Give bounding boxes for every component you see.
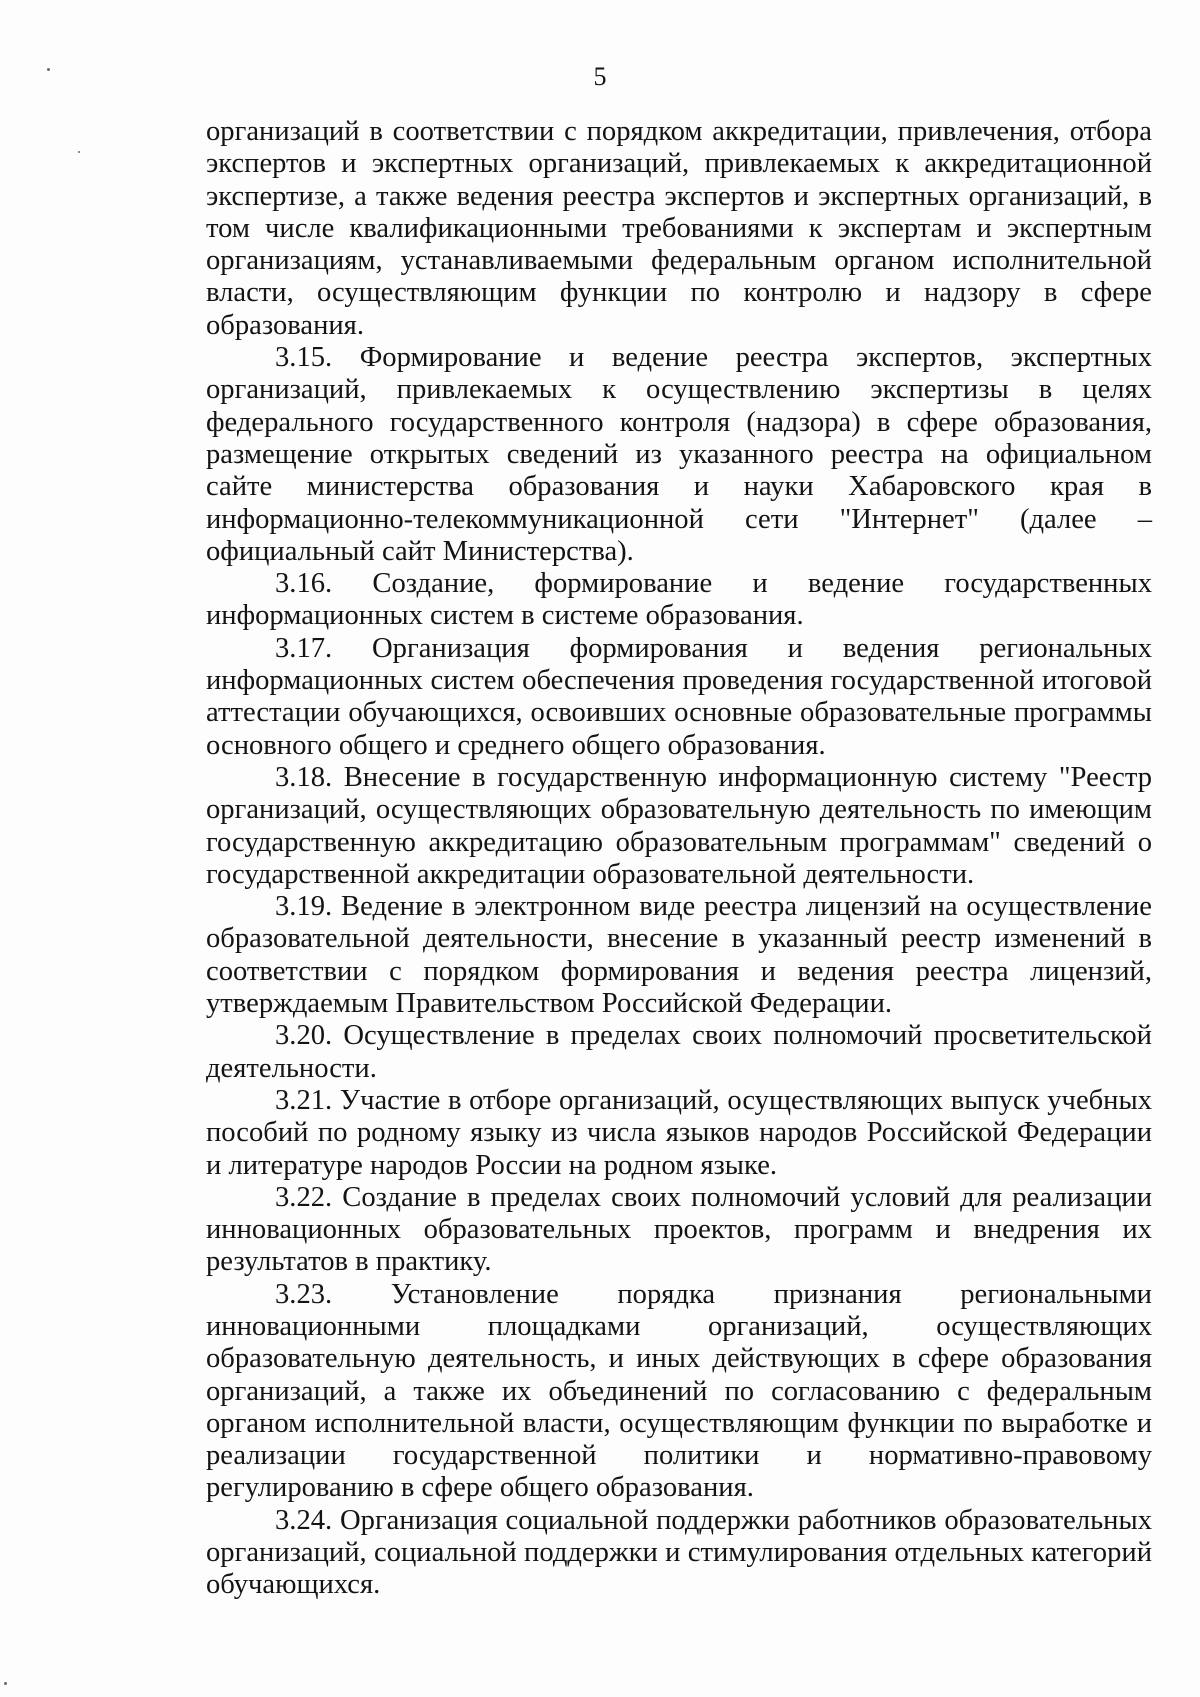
scan-speck [78, 151, 80, 153]
paragraph-3-15: 3.15. Формирование и ведение реестра экспертов, экспертных организаций, привлекаемых к осуществлению экспертизы в целях федерального государственного контроля (надзора) в сфере образования, размещение открытых сведений из указанного реестра на официальном сайте министерства образования и науки Хабаровского края в информационно-телекоммуникационной сети "Интернет" (далее – официальный сайт Министерства). [206, 342, 1152, 567]
paragraph-3-17: 3.17. Организация формирования и ведения региональных информационных систем обеспечения проведения государственной итоговой аттестации обучающихся, освоивших основные образовательные программы основного общего и среднего общего образования. [206, 632, 1152, 761]
paragraph-3-24: 3.24. Организация социальной поддержки работников образовательных организаций, социальной поддержки и стимулирования отдельных категорий обучающихся. [206, 1504, 1152, 1601]
paragraph-3-23: 3.23. Установление порядка признания региональными инновационными площадками организаций, осуществляющих образовательную деятельность, и иных действующих в сфере образования организаций, а также их объединений по согласованию с федеральным органом исполнительной власти, осуществляющим функции по выработке и реализации государственной политики и нормативно-правовому регулированию в сфере общего образования. [206, 1278, 1152, 1504]
document-body [206, 116, 1152, 1602]
paragraph-3-18: 3.18. Внесение в государственную информационную систему "Реестр организаций, осуществляющих образовательную деятельность по имеющим государственную аккредитацию образовательным программам" сведений о государственной аккредитации образовательной деятельности. [206, 761, 1152, 890]
paragraph-3-16: 3.16. Создание, формирование и ведение государственных информационных систем в системе образования. [206, 568, 1152, 632]
paragraph-3-20: 3.20. Осуществление в пределах своих полномочий просветительской деятельности. [206, 1020, 1152, 1084]
scan-speck [4, 1682, 7, 1685]
paragraph-3-21: 3.21. Участие в отборе организаций, осуществляющих выпуск учебных пособий по родному языку из числа языков народов Российской Федерации и литературе народов России на родном языке. [206, 1084, 1152, 1181]
page-number: 5 [593, 62, 607, 91]
paragraph-3-19: 3.19. Ведение в электронном виде реестра лицензий на осуществление образовательной деятельности, внесение в указанный реестр изменений в соответствии с порядком формирования и ведения реестра лицензий, утверждаемым Правительством Российской Федерации. [206, 891, 1152, 1020]
paragraph-continuation: организаций в соответствии с порядком аккредитации, привлечения, отбора экспертов и экспертных организаций, привлекаемых к аккредитационной экспертизе, а также ведения реестра экспертов и экспертных организаций, в том числе квалификационными требованиями к экспертам и экспертным организациям, устанавливаемыми федеральным органом исполнительной власти, осуществляющим функции по контролю и надзору в сфере образования. [206, 116, 1152, 341]
paragraph-3-22: 3.22. Создание в пределах своих полномочий условий для реализации инновационных образовательных проектов, программ и внедрения их результатов в практику. [206, 1181, 1152, 1278]
